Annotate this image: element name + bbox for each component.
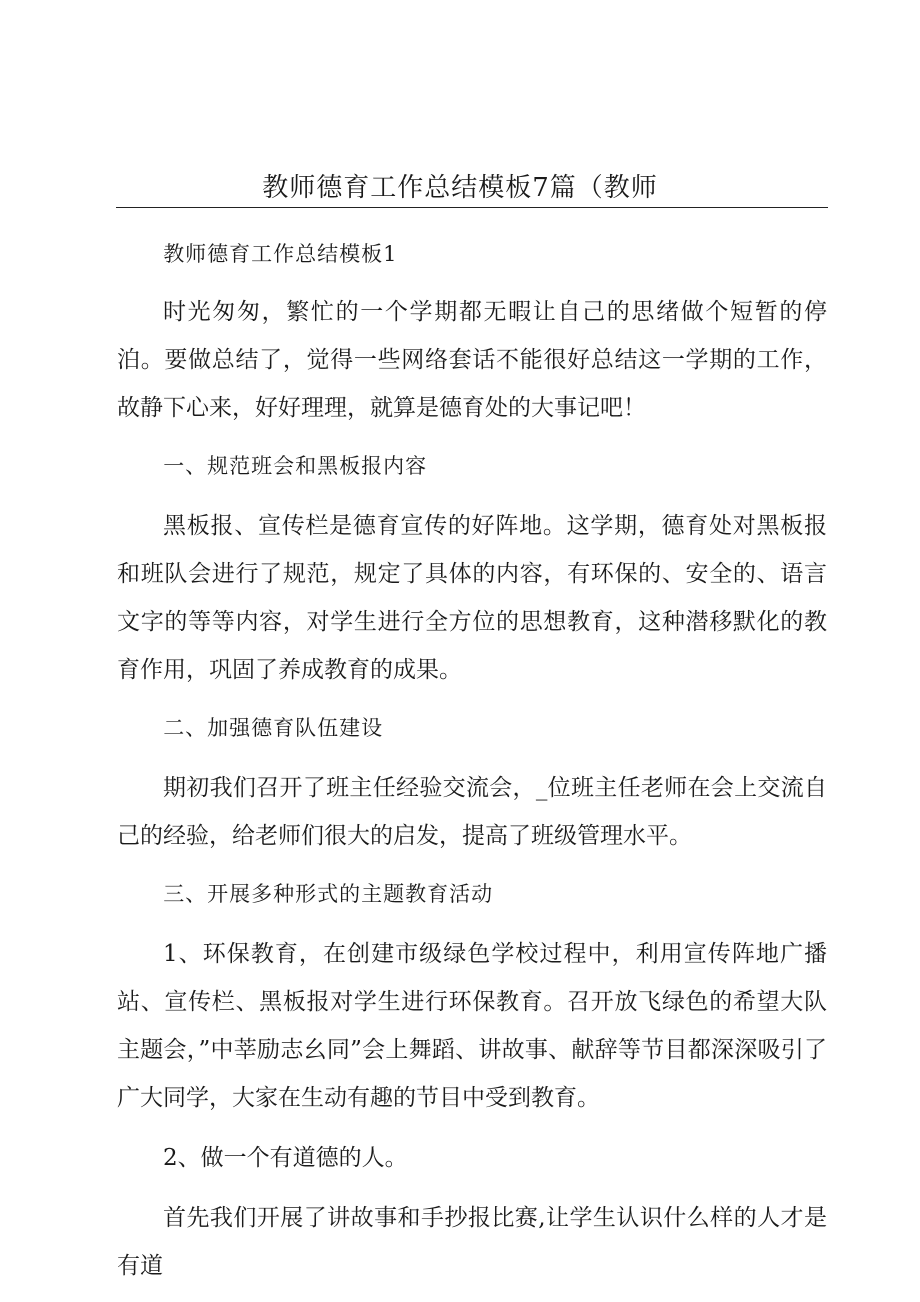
item-paragraph-2: 首先我们开展了讲故事和手抄报比赛,让学生认识什么样的人才是有道 [117,1205,827,1279]
title-underline [116,207,828,208]
section-heading-1: 一、规范班会和黑板报内容 [163,454,428,478]
intro-paragraph: 时光匆匆，繁忙的一个学期都无暇让自己的思绪做个短暂的停泊。要做总结了，觉得一些网络套话不能很好总结这一学期的工作，故静下心来，好好理理，就算是德育处的大事记吧！ [117,299,827,421]
section-subtitle: 教师德育工作总结模板1 [163,242,398,266]
section-paragraph-2: 期初我们召开了班主任经验交流会，_位班主任老师在会上交流自己的经验，给老师们很大的启发，提高了班级管理水平。 [117,775,827,849]
section-heading-2: 二、加强德育队伍建设 [163,716,384,740]
item-paragraph-1: 1、环保教育，在创建市级绿色学校过程中，利用宣传阵地广播站、宣传栏、黑板报对学生进行环保教育。召开放飞绿色的希望大队主题会，”中莘励志幺同”会上舞蹈、讲故事、献辞等节目都深深吸引了广大同学，大家在生动有趣的节目中受到教育。 [117,941,827,1111]
section-paragraph-1: 黑板报、宣传栏是德育宣传的好阵地。这学期，德育处对黑板报和班队会进行了规范，规定了具体的内容，有环保的、安全的、语言文字的等等内容，对学生进行全方位的思想教育，这种潜移默化的教育作用，巩固了养成教育的成果。 [117,513,827,683]
document-body [117,232,827,1302]
item-heading-2: 2、做一个有道德的人。 [163,1145,408,1171]
document-title: 教师德育工作总结模板7篇（教师 [262,173,658,203]
section-heading-3: 三、开展多种形式的主题教育活动 [163,882,494,906]
